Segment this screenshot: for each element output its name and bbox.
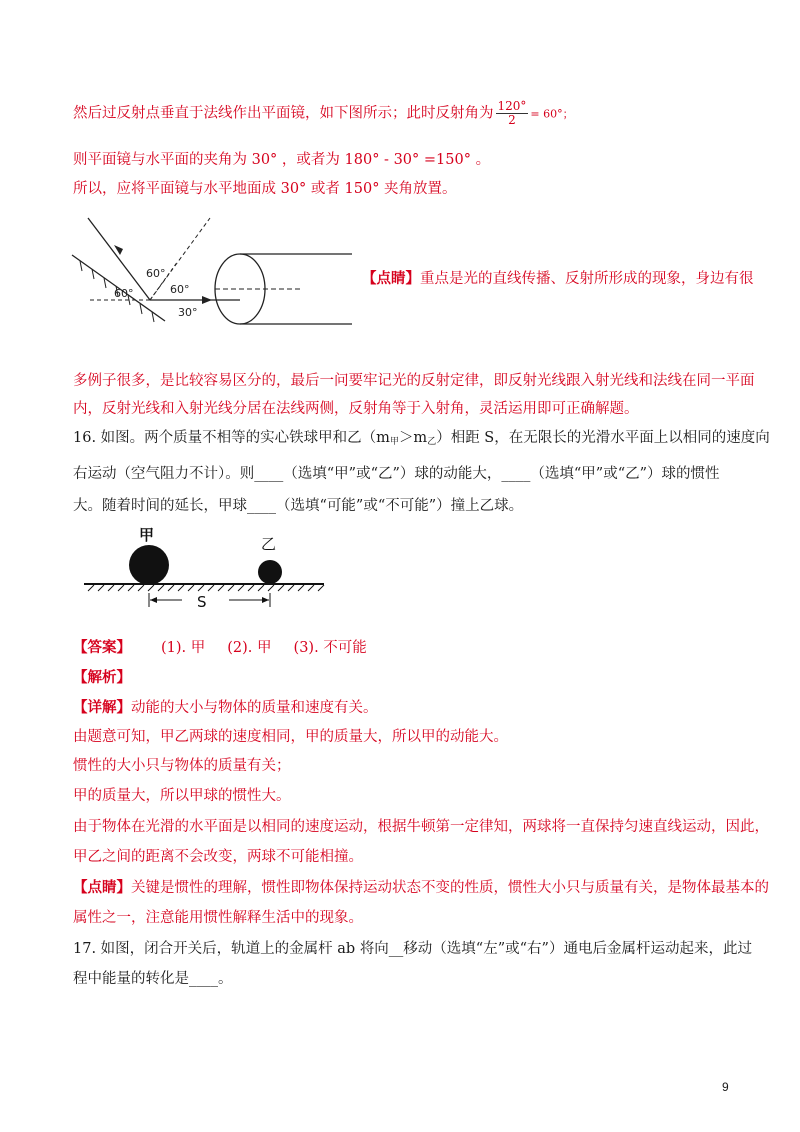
tip-line: 内，反射光线和入射光线分居在法线两侧，反射角等于入射角，灵活运用即可正确解题。 [73, 401, 639, 417]
analysis-label: 【解析】 [73, 669, 131, 686]
question-16-text: 16. 如图。两个质量不相等的实心铁球甲和乙$(m_甲>m_乙)$相距 S，在无限长的光滑水平面上以相同的速度向 [73, 430, 770, 447]
distance-label: S [197, 593, 207, 611]
question-17-text: 17. 如图，闭合开关后，轨道上的金属杆 ab 将向__移动（选填“左”或“右”）通电后金属杆运动起来，此过 [73, 941, 752, 957]
page-number: 9 [722, 1080, 729, 1094]
tip-line: 属性之一，注意能用惯性解释生活中的现象。 [73, 910, 363, 926]
angle-label: 60° [114, 287, 134, 300]
pipe-shape [215, 254, 352, 324]
ball-jia [129, 545, 169, 585]
conclusion-line: 所以，应将平面镜与水平地面成 30° 或者 150° 夹角放置。 [73, 181, 457, 197]
detail-line: 惯性的大小只与物体的质量有关； [73, 758, 291, 774]
ground-hatch [88, 585, 324, 591]
fraction: $\frac{120^\circ}{2}$ [497, 99, 527, 127]
tip-line: 【点睛】重点是光的直线传播、反射所形成的现象，身边有很 [362, 270, 754, 287]
ball-label-jia: 甲 [139, 526, 155, 544]
question-17-text: 程中能量的转化是____。 [73, 971, 233, 987]
balls-figure [84, 523, 334, 615]
detail-line: 由题意可知，甲乙两球的速度相同，甲的质量大，所以甲的动能大。 [73, 729, 508, 745]
detail-line: 甲的质量大，所以甲球的惯性大。 [73, 788, 291, 804]
distance-arrow-right [262, 597, 269, 603]
tip-line: 多例子很多，是比较容易区分的，最后一问要牢记光的反射定律，即反射光线跟入射光线和法线在同一平面 [73, 373, 755, 389]
detail-line: 由于物体在光滑的水平面是以相同的速度运动，根据牛顿第一定律知，两球将一直保持匀速直线运动，因此， [73, 819, 769, 835]
ball-yi [258, 560, 282, 584]
question-16-text: 右运动（空气阻力不计）。则____（选填“甲”或“乙”）球的动能大，____（选填“甲”或“乙”）球的惯性 [73, 466, 720, 482]
angle-label: 60° [146, 267, 166, 280]
question-16-text: 大。随着时间的延长，甲球____（选填“可能”或“不可能”）撞上乙球。 [73, 498, 524, 514]
mirror-angle-line: 则平面镜与水平面的夹角为 30° ，或者为 180° - 30° =150° 。 [73, 152, 491, 168]
angle-label: 60° [170, 283, 190, 296]
ball-label-yi: 乙 [261, 535, 277, 553]
reflection-angle-line: 然后过反射点垂直于法线作出平面镜，如下图所示；此时反射角为 $\frac{120^\circ}{2}$ = 60°； [73, 99, 574, 127]
distance-marker [149, 593, 270, 607]
distance-arrow-left [150, 597, 157, 603]
horizontal-arrow [202, 296, 212, 304]
answer-line: 【答案】 (1). 甲 (2). 甲 (3). 不可能 [73, 639, 367, 656]
detail-line: 甲乙之间的距离不会改变，两球不可能相撞。 [73, 849, 363, 865]
detail-line: 【详解】动能的大小与物体的质量和速度有关。 [73, 699, 378, 716]
mirror-reflection-figure [70, 213, 360, 328]
angle-label: 30° [178, 306, 198, 319]
tip-line: 【点睛】关键是惯性的理解，惯性即物体保持运动状态不变的性质，惯性大小只与质量有关，是物体最基本的 [73, 879, 769, 896]
